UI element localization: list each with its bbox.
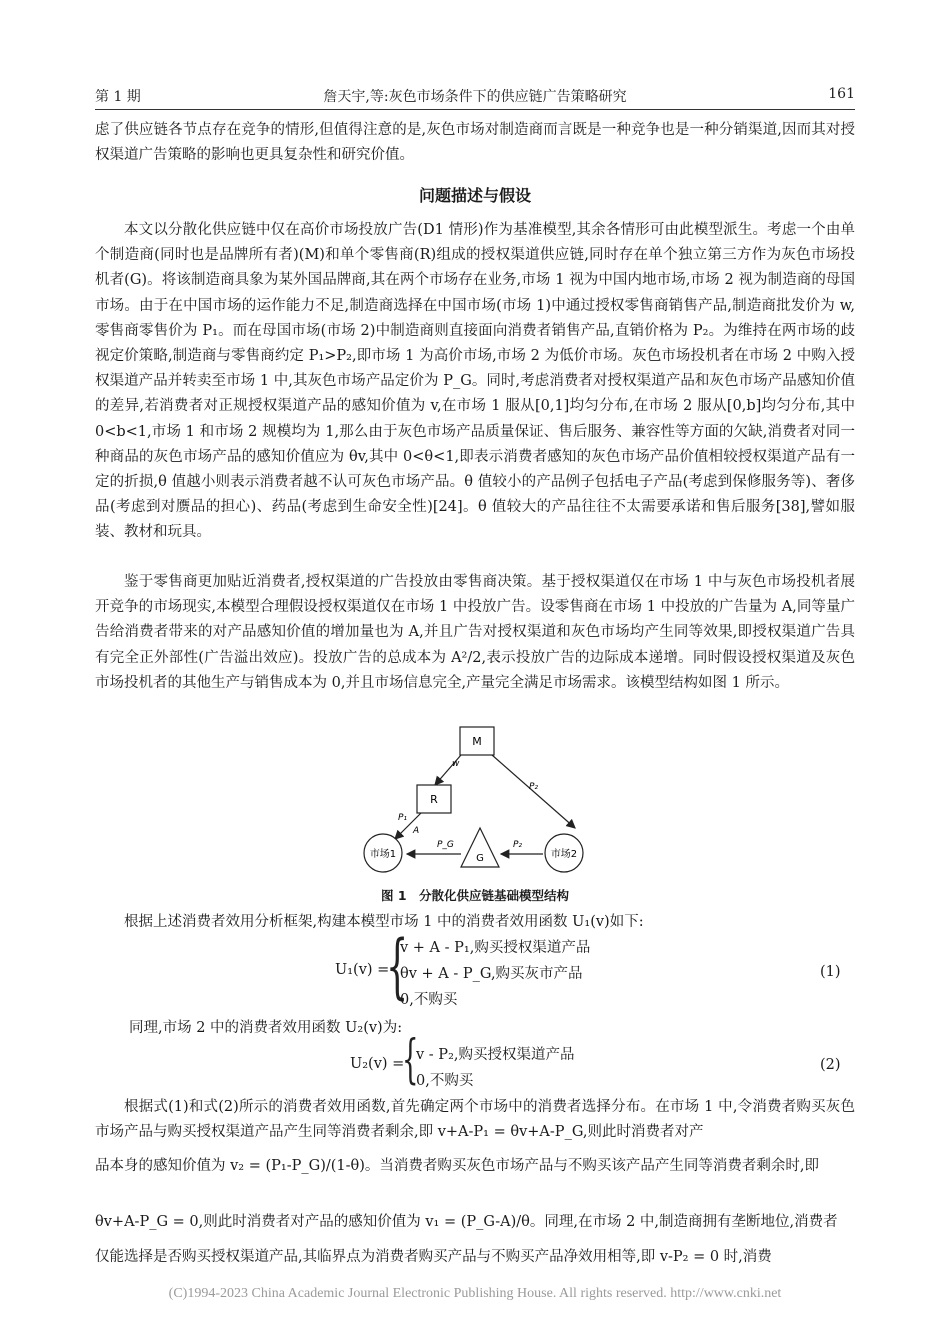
- equation-1-brace: {: [386, 925, 409, 1007]
- header-rule: [95, 109, 855, 110]
- equation-2-brace: {: [402, 1030, 419, 1090]
- equation-1-number: (1): [820, 964, 841, 980]
- label-pg: P_G: [437, 840, 454, 850]
- issue-label: 第 1 期: [95, 89, 141, 105]
- paragraph-5: [95, 1095, 855, 1145]
- equation-2-case-2: 0,不购买: [416, 1073, 474, 1089]
- node-g-label: G: [476, 853, 484, 864]
- node-market1-label: 市场1: [369, 849, 397, 860]
- paragraph-5-line-b: 品本身的感知价值为 v₂ = (P₁-P_G)/(1-θ)。当消费者购买灰色市场产品与不购买该产品产生同等消费者剩余时,即: [95, 1158, 820, 1174]
- node-r-label: R: [430, 793, 438, 806]
- equation-2-case-1: v - P₂,购买授权渠道产品: [416, 1047, 575, 1063]
- paragraph-2-text: 鉴于零售商更加贴近消费者,授权渠道的广告投放由零售商决策。基于授权渠道仅在市场 1 中与灰色市场投机者展开竞争的市场现实,本模型合理假设授权渠道仅在市场 1 中投放广告。设零售商在市场 1 中投放的广告量为 A,同等量广告给消费者带来的对产品感知价值的增加量也为 A,并且广告对授权渠道和灰色市场均产生同等效果,即授权渠道广告具有完全正外部性(广告溢出效应)。投放广告的总成本为 A²/2,表示投放广告的边际成本递增。同时假设授权渠道及灰色市场投机者的其他生产与销售成本为 0,并且市场信息完全,产量完全满足市场需求。该模型结构如图 1 所示。: [95, 574, 855, 691]
- paragraph-2: [95, 570, 855, 696]
- section-title: 问题描述与假设: [418, 186, 531, 205]
- paragraph-4: [95, 1016, 855, 1041]
- equation-1-case-2: θv + A - P_G,购买灰市产品: [400, 966, 583, 982]
- paragraph-1: [95, 218, 855, 546]
- label-p1: P₁: [398, 813, 408, 823]
- equation-2-number: (2): [820, 1057, 841, 1073]
- label-p2-bottom: P₂: [513, 840, 523, 850]
- paragraph-1-text: 本文以分散化供应链中仅在高价市场投放广告(D1 情形)作为基准模型,其余各情形可由此模型派生。考虑一个由单个制造商(同时也是品牌所有者)(M)和单个零售商(R)组成的授权渠道供应链,同时存在单个独立第三方作为灰色市场投机者(G)。将该制造商具象为某外国品牌商,其在两个市场存在业务,市场 1 视为中国内地市场,市场 2 视为制造商的母国市场。由于在中国市场的运作能力不足,制造商选择在中国市场(市场 1)中通过授权零售商销售产品,制造商批发价为 w,零售商零售价为 P₁。而在母国市场(市场 2)中制造商则直接面向消费者销售产品,直销价格为 P₂。为维持在两市场的歧视定价策略,制造商与零售商约定 P₁>P₂,即市场 1 为高价市场,市场 2 为低价市场。灰色市场投机者在市场 2 中购入授权渠道产品并转卖至市场 1 中,其灰色市场产品定价为 P_G。同时,考虑消费者对授权渠道产品和灰色市场产品感知价值的差异,若消费者对正规授权渠道产品的感知价值为 v,在市场 1 服从[0,1]均匀分布,在市场 2 服从[0,b]均匀分布,其中 0<b<1,市场 1 和市场 2 规模均为 1,那么由于灰色市场产品质量保证、售后服务、兼容性等方面的欠缺,消费者对同一种商品的灰色市场产品的感知价值应为 θv,其中 0<θ<1,即表示消费者感知的灰色市场产品价值相较授权渠道产品有一定的折损,θ 值越小则表示消费者越不认可灰色市场产品。θ 值较小的产品例子包括电子产品(考虑到保修服务等)、奢侈品(考虑到对赝品的担心)、药品(考虑到生命安全性)[24]。θ 值较大的产品往往不太需要承诺和售后服务[38],譬如服装、教材和玩具。: [95, 222, 855, 541]
- paragraph-5-line-c: θv+A-P_G = 0,则此时消费者对产品的感知价值为 v₁ = (P_G-A)/θ。同理,在市场 2 中,制造商拥有垄断地位,消费者: [95, 1214, 838, 1230]
- equation-1-case-3: 0,不购买: [400, 992, 458, 1008]
- equation-1-case-1: v + A - P₁,购买授权渠道产品: [400, 940, 591, 956]
- figure-caption: 图 1 分散化供应链基础模型结构: [380, 888, 570, 903]
- label-p2-top: P₂: [529, 782, 539, 792]
- running-title: 詹天宇,等:灰色市场条件下的供应链广告策略研究: [323, 89, 627, 105]
- label-w: w: [452, 759, 460, 769]
- node-m-label: M: [472, 735, 482, 748]
- paragraph-5-line-d: 仅能选择是否购买授权渠道产品,其临界点为消费者购买产品与不购买产品净效用相等,即 v-P₂ = 0 时,消费: [95, 1249, 772, 1265]
- node-market2-label: 市场2: [550, 849, 578, 860]
- paragraph-5-line-a: 根据式(1)和式(2)所示的消费者效用函数,首先确定两个市场中的消费者选择分布。在市场 1 中,令消费者购买灰色市场产品与购买授权渠道产品产生同等消费者剩余,即 v+A-P₁ = θv+A-P_G,则此时消费者对产: [95, 1099, 855, 1141]
- paragraph-3: [95, 910, 855, 935]
- paragraph-4-text: 同理,市场 2 中的消费者效用函数 U₂(v)为:: [129, 1020, 403, 1036]
- equation-1-lhs: U₁(v) =: [335, 962, 390, 978]
- intro-paragraph: [95, 118, 855, 168]
- intro-text: 虑了供应链各节点存在竞争的情形,但值得注意的是,灰色市场对制造商而言既是一种竞争也是一种分销渠道,因而其对授权渠道广告策略的影响也更具复杂性和研究价值。: [95, 122, 855, 164]
- paragraph-5-c: [95, 1210, 855, 1235]
- copyright-footer: (C)1994-2023 China Academic Journal Electronic Publishing House. All rights reserved. http://www.cnki.net: [168, 1286, 782, 1301]
- paragraph-5-d: [95, 1245, 855, 1270]
- paragraph-5-b: [95, 1154, 855, 1179]
- label-a: A: [413, 826, 420, 836]
- equation-2-lhs: U₂(v) =: [350, 1056, 405, 1072]
- paragraph-3-text: 根据上述消费者效用分析框架,构建本模型市场 1 中的消费者效用函数 U₁(v)如下:: [124, 914, 644, 930]
- page-number: 161: [828, 86, 855, 102]
- supply-chain-diagram: [355, 722, 605, 882]
